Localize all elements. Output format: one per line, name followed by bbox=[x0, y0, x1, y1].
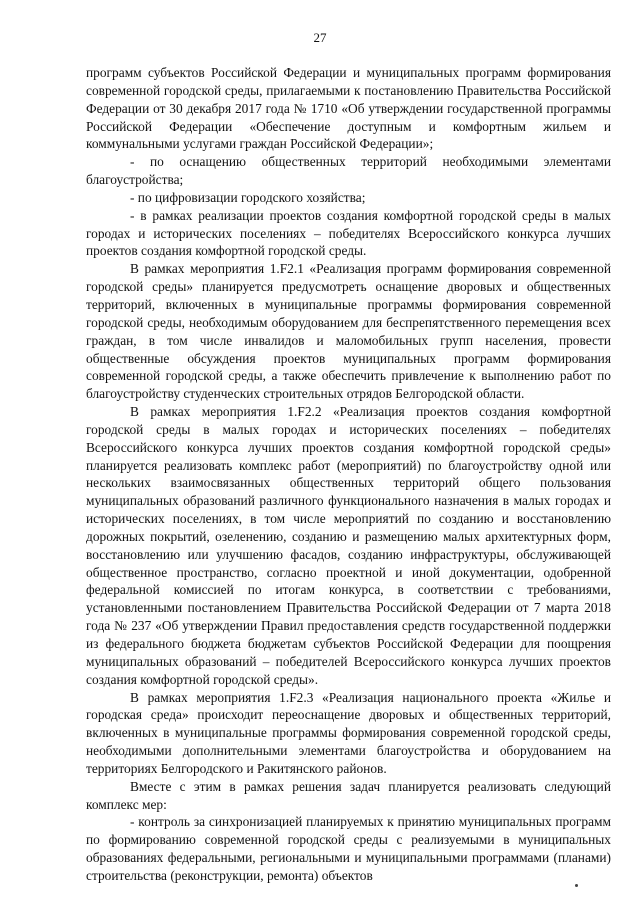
paragraph-measure-f2-1: В рамках мероприятия 1.F2.1 «Реализация программ формирования современной городской среды» планируется предусмотреть оснащение дворовых и общественных территорий, включенных в муниципальные программы формирования современной городской среды, необходимым оборудованием для беспрепятственного перемещения всех граждан, в том числе инвалидов и маломобильных групп населения, провести общественные обсуждения проектов муниципальных программ формирования современной городской среды, а также обеспечить привлечение к выполнению работ по благоустройству студенческих строительных отрядов Белгородской области. bbox=[86, 261, 611, 402]
paragraph-list-item: - по цифровизации городского хозяйства; bbox=[130, 189, 366, 205]
paragraph-continuation: программ субъектов Российской Федерации и муниципальных программ формирования современной городской среды, прилагаемыми к постановлению Правительства Российской Федерации от 30 декабря 2017 года № 1710 «Об утверждении государственной программы Российской Федерации «Обеспечение доступным и комфортным жильем и коммунальными услугами граждан Российской Федерации»; bbox=[86, 65, 611, 152]
page-number: 27 bbox=[313, 30, 327, 45]
scan-dot-mark bbox=[575, 884, 578, 887]
paragraph-list-item: - в рамках реализации проектов создания комфортной городской среды в малых городах и исторических поселениях – победителях Всероссийского конкурса лучших проектов создания комфортной городской среды. bbox=[86, 207, 611, 259]
document-body bbox=[86, 64, 611, 885]
paragraph-measure-f2-2: В рамках мероприятия 1.F2.2 «Реализация проектов создания комфортной городской среды в малых городах и исторических поселениях – победителях Всероссийского конкурса лучших проектов создания комфортной городской среды» планируется реализовать комплекс работ (мероприятий) по благоустройству одной или нескольких взаимосвязанных общественных территорий общего пользования муниципальных образований различного функционального назначения в малых городах и исторических поселениях, в том числе мероприятий по созданию и восстановлению дорожных покрытий, озеленению, созданию и размещению малых архитектурных форм, восстановлению или улучшению фасадов, созданию инфраструктуры, обслуживающей общественное пространство, согласно проектной и иной документации, одобренной федеральной комиссией по итогам конкурса, в соответствии с требованиями, установленными постановлением Правительства Российской Федерации от 7 марта 2018 года № 237 «Об утверждении Правил предоставления средств государственной поддержки из федерального бюджета бюджетам субъектов Российской Федерации для поощрения муниципальных образований – победителей Всероссийского конкурса лучших проектов создания комфортной городской среды». bbox=[86, 404, 611, 687]
paragraph-measure-f2-3: В рамках мероприятия 1.F2.3 «Реализация национального проекта «Жилье и городская среда» происходит переоснащение дворовых и общественных территорий, включенных в муниципальные программы формирования современной городской среды, необходимыми дополнительными элементами благоустройства и оборудованием на территориях Белгородского и Ракитянского районов. bbox=[86, 689, 611, 776]
paragraph-measures-intro: Вместе с этим в рамках решения задач планируется реализовать следующий комплекс мер: bbox=[86, 778, 611, 812]
paragraph-list-item: - контроль за синхронизацией планируемых к принятию муниципальных программ по формированию современной городской среды с реализуемыми в муниципальных образованиях федеральными, региональными и муниципальными программами (планами) строительства (реконструкции, ремонта) объектов bbox=[86, 814, 611, 883]
paragraph-list-item: - по оснащению общественных территорий необходимыми элементами благоустройства; bbox=[86, 154, 611, 188]
